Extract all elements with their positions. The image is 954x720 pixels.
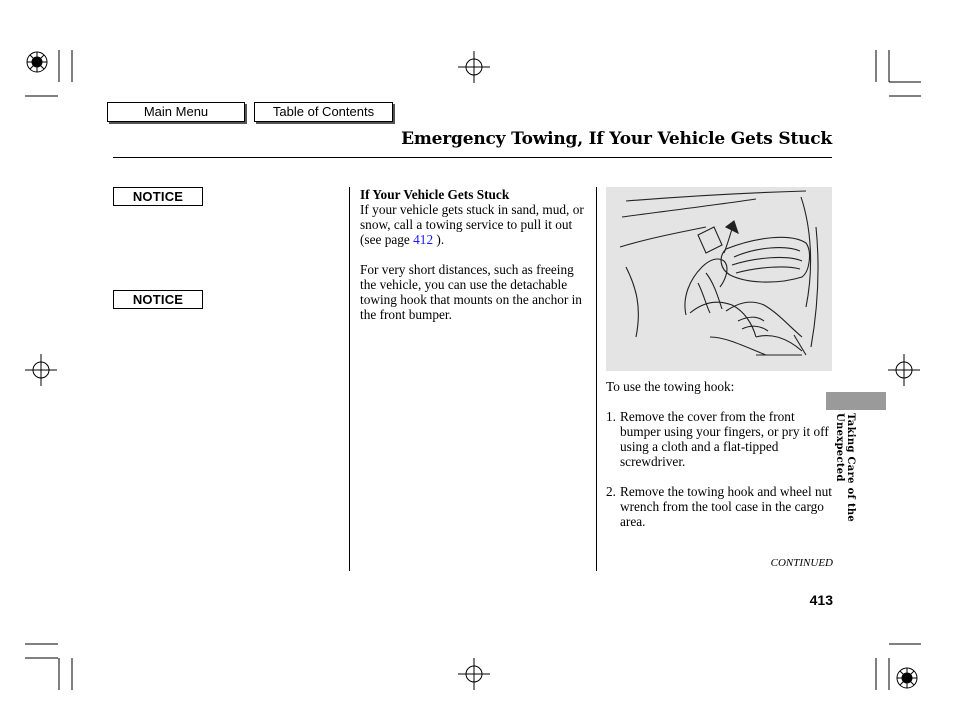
section-tab-label: Taking Care of the Unexpected [834, 413, 856, 523]
table-of-contents-button[interactable]: Table of Contents [254, 102, 393, 122]
page-number: 413 [809, 592, 833, 608]
page-title: Emergency Towing, If Your Vehicle Gets Stuck [401, 129, 832, 149]
bumper-hand-drawing [606, 187, 832, 371]
right-column [606, 379, 834, 529]
steps-list [606, 409, 834, 529]
continued-label: CONTINUED [770, 557, 833, 569]
notice-box: NOTICE [113, 187, 203, 206]
stuck-paragraph: If your vehicle gets stuck in sand, mud, or snow, call a towing service to pull it out (see page 412 ). [360, 202, 584, 247]
main-menu-button[interactable]: Main Menu [107, 102, 245, 122]
title-divider [113, 157, 832, 158]
column-divider [596, 187, 597, 571]
page-reference-link[interactable]: 412 [413, 232, 434, 247]
towing-hook-paragraph: For very short distances, such as freeing the vehicle, you can use the detachable towing hook that mounts on the anchor in the front bumper. [360, 262, 582, 322]
middle-column [360, 187, 588, 322]
steps-intro: To use the towing hook: [606, 379, 735, 394]
towing-hook-cover-illustration [606, 187, 832, 371]
section-tab-marker [826, 392, 886, 410]
notice-box: NOTICE [113, 290, 203, 309]
column-divider [349, 187, 350, 571]
list-item: 2. Remove the towing hook and wheel nut wrench from the tool case in the cargo area. [606, 484, 832, 529]
list-item: 1. Remove the cover from the front bumper using your fingers, or pry it off using a cloth and a flat-tipped screwdriver. [606, 409, 829, 469]
section-heading: If Your Vehicle Gets Stuck [360, 187, 510, 202]
